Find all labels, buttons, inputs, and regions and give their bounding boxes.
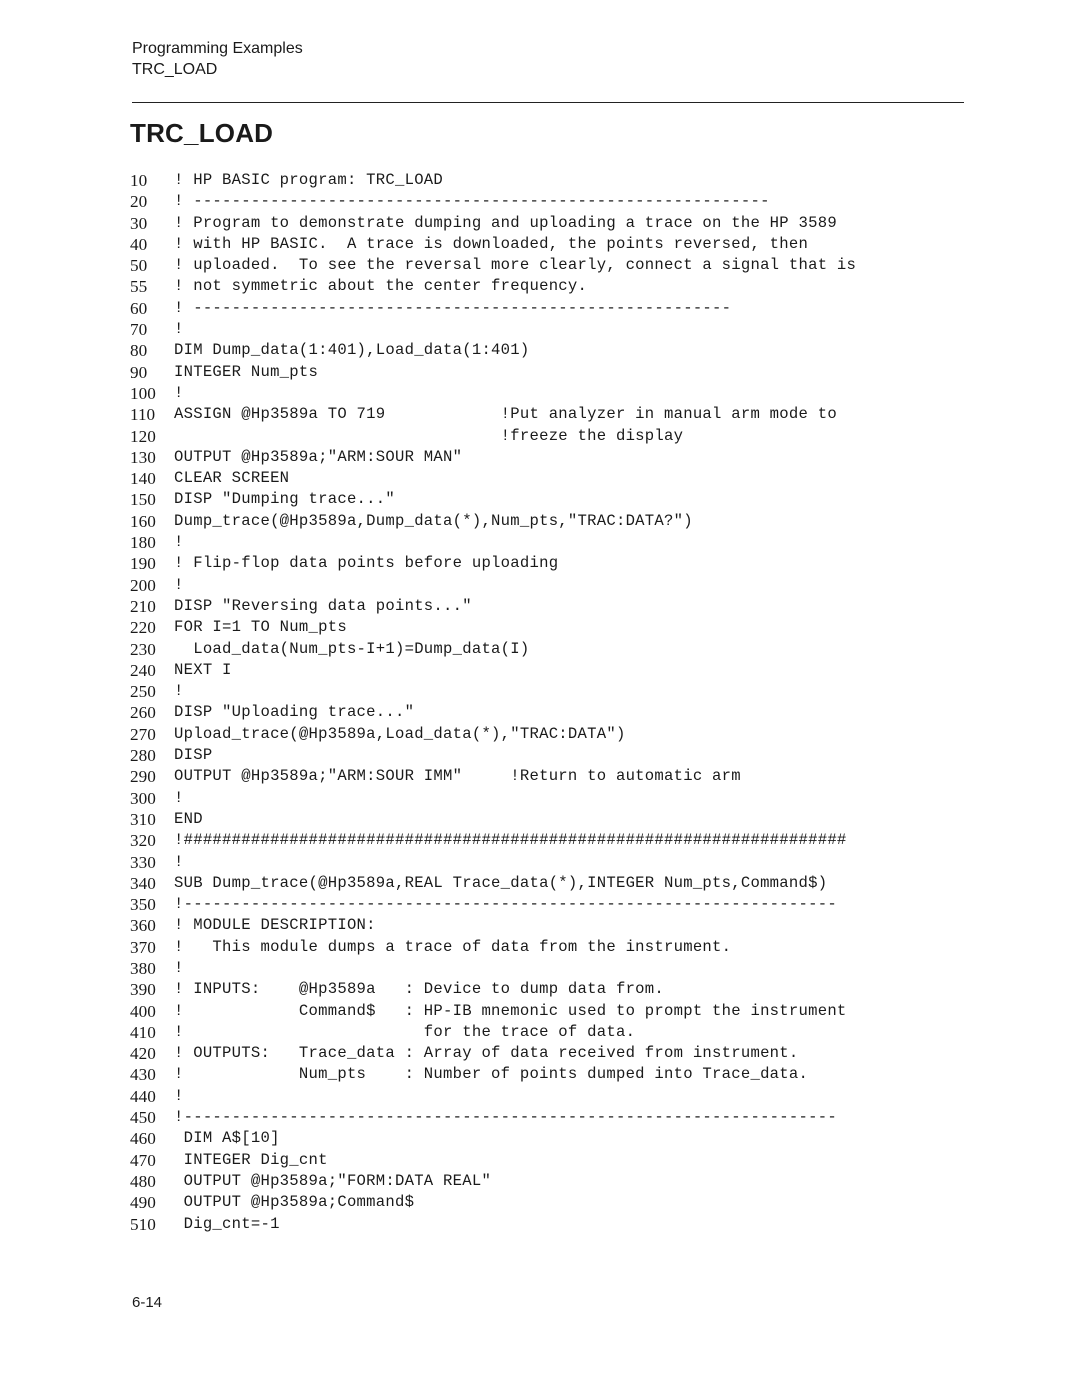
code-line: [130, 1192, 856, 1213]
line-number: 360: [130, 916, 156, 936]
line-number: 260: [130, 703, 156, 723]
code-line: [130, 617, 856, 638]
line-code: INTEGER Dig_cnt: [174, 1150, 328, 1169]
line-number: 330: [130, 852, 156, 872]
code-line: [130, 191, 856, 212]
line-code: !: [174, 852, 184, 871]
line-number: 490: [130, 1193, 156, 1213]
line-number: 50: [130, 256, 148, 276]
line-code: !: [174, 682, 184, 701]
code-line: [130, 1128, 856, 1149]
code-line: [130, 1064, 856, 1085]
line-number: 10: [130, 171, 148, 190]
line-code: !--------------------------------------------------------------------: [174, 895, 837, 914]
line-number: 430: [130, 1065, 156, 1085]
line-code: !: [174, 1086, 184, 1105]
line-number: 20: [130, 192, 148, 212]
line-code: DIM Dump_data(1:401),Load_data(1:401): [174, 341, 530, 360]
line-number: 380: [130, 958, 156, 978]
line-code: NEXT I: [174, 660, 232, 679]
line-code: DISP "Uploading trace...": [174, 703, 415, 722]
code-line: [130, 1086, 856, 1107]
line-code: DISP: [174, 746, 213, 765]
line-number: 55: [130, 277, 148, 297]
line-code: ! Command$ : HP-IB mnemonic used to prompt the instrument: [174, 1001, 847, 1020]
line-code: !: [174, 575, 184, 594]
code-line: [130, 915, 856, 936]
line-number: 460: [130, 1129, 156, 1149]
line-number: 290: [130, 767, 156, 787]
code-line: [130, 681, 856, 702]
line-code: OUTPUT @Hp3589a;"ARM:SOUR IMM" !Return to automatic arm: [174, 767, 741, 786]
code-line: [130, 255, 856, 276]
code-line: [130, 1107, 856, 1128]
line-code: Upload_trace(@Hp3589a,Load_data(*),"TRAC:DATA"): [174, 724, 626, 743]
line-number: 470: [130, 1150, 156, 1170]
header-section: Programming Examples: [132, 40, 303, 57]
code-line: [130, 404, 856, 425]
line-code: OUTPUT @Hp3589a;"ARM:SOUR MAN": [174, 447, 463, 466]
code-line: [130, 852, 856, 873]
line-number: 240: [130, 660, 156, 680]
code-line: [130, 724, 856, 745]
line-code: ! ------------------------------------------------------------: [174, 192, 770, 211]
code-line: [130, 511, 856, 532]
line-number: 30: [130, 213, 148, 233]
line-number: 40: [130, 234, 148, 254]
code-line: [130, 745, 856, 766]
code-line: [130, 1043, 856, 1064]
line-code: ! HP BASIC program: TRC_LOAD: [174, 171, 444, 189]
line-number: 340: [130, 873, 156, 893]
line-code: ! --------------------------------------------------------: [174, 298, 732, 317]
code-line: [130, 873, 856, 894]
line-code: !freeze the display: [174, 426, 684, 445]
code-line: [130, 937, 856, 958]
line-number: 100: [130, 383, 156, 403]
line-code: !: [174, 533, 184, 552]
line-code: ! for the trace of data.: [174, 1022, 636, 1041]
code-line: [130, 234, 856, 255]
line-code: ! with HP BASIC. A trace is downloaded, the points reversed, then: [174, 234, 809, 253]
line-number: 390: [130, 980, 156, 1000]
line-number: 370: [130, 937, 156, 957]
line-number: 300: [130, 788, 156, 808]
line-code: CLEAR SCREEN: [174, 469, 290, 488]
code-line: [130, 362, 856, 383]
code-line: [130, 340, 856, 361]
line-number: 230: [130, 639, 156, 659]
line-number: 280: [130, 746, 156, 766]
code-listing: [130, 170, 856, 1235]
code-line: [130, 319, 856, 340]
line-number: 150: [130, 490, 156, 510]
code-line: [130, 1001, 856, 1022]
line-code: DIM A$[10]: [174, 1129, 280, 1148]
code-line: [130, 958, 856, 979]
line-code: ! Flip-flop data points before uploading: [174, 554, 559, 573]
line-code: !: [174, 383, 184, 402]
code-line: [130, 979, 856, 1000]
code-line: [130, 447, 856, 468]
line-number: 80: [130, 341, 148, 361]
line-code: ! INPUTS: @Hp3589a : Device to dump data from.: [174, 980, 664, 999]
line-number: 270: [130, 724, 156, 744]
line-number: 220: [130, 618, 156, 638]
line-number: 510: [130, 1214, 156, 1234]
line-code: ! Program to demonstrate dumping and uploading a trace on the HP 3589: [174, 213, 837, 232]
line-number: 400: [130, 1001, 156, 1021]
code-line: [130, 553, 856, 574]
header-rule: [132, 102, 964, 103]
line-number: 130: [130, 447, 156, 467]
line-number: 410: [130, 1022, 156, 1042]
line-code: !--------------------------------------------------------------------: [174, 1108, 837, 1127]
line-number: 190: [130, 554, 156, 574]
line-number: 70: [130, 320, 148, 340]
line-number: 440: [130, 1086, 156, 1106]
line-code: Load_data(Num_pts-I+1)=Dump_data(I): [174, 639, 530, 658]
line-number: 350: [130, 895, 156, 915]
line-code: INTEGER Num_pts: [174, 362, 319, 381]
line-code: ! This module dumps a trace of data from the instrument.: [174, 937, 732, 956]
line-number: 210: [130, 596, 156, 616]
code-line: [130, 830, 856, 851]
line-code: ! OUTPUTS: Trace_data : Array of data received from instrument.: [174, 1044, 799, 1063]
code-line: [130, 426, 856, 447]
line-code: FOR I=1 TO Num_pts: [174, 618, 347, 637]
line-code: !: [174, 958, 184, 977]
line-code: ! MODULE DESCRIPTION:: [174, 916, 376, 935]
code-line: [130, 383, 856, 404]
line-number: 480: [130, 1171, 156, 1191]
line-number: 320: [130, 831, 156, 851]
line-number: 140: [130, 469, 156, 489]
code-line: [130, 1214, 856, 1235]
code-line: [130, 213, 856, 234]
line-code: DISP "Reversing data points...": [174, 596, 472, 615]
line-code: Dig_cnt=-1: [174, 1214, 280, 1233]
line-code: ! uploaded. To see the reversal more clearly, connect a signal that is: [174, 256, 857, 275]
header-subsection: TRC_LOAD: [132, 61, 218, 78]
code-line: [130, 489, 856, 510]
code-line: [130, 532, 856, 553]
code-line: [130, 702, 856, 723]
code-line: [130, 788, 856, 809]
line-number: 90: [130, 362, 148, 382]
line-number: 160: [130, 511, 156, 531]
line-code: DISP "Dumping trace...": [174, 490, 395, 509]
line-number: 200: [130, 575, 156, 595]
line-code: END: [174, 809, 203, 828]
line-code: !#####################################################################: [174, 831, 847, 850]
line-number: 310: [130, 809, 156, 829]
line-number: 120: [130, 426, 156, 446]
code-line: [130, 660, 856, 681]
code-line: [130, 894, 856, 915]
line-code: OUTPUT @Hp3589a;Command$: [174, 1193, 415, 1212]
line-code: ASSIGN @Hp3589a TO 719 !Put analyzer in manual arm mode to: [174, 405, 837, 424]
code-line: [130, 1022, 856, 1043]
line-number: 420: [130, 1044, 156, 1064]
code-line: [130, 298, 856, 319]
code-line: [130, 596, 856, 617]
line-code: ! Num_pts : Number of points dumped into Trace_data.: [174, 1065, 809, 1084]
code-line: [130, 468, 856, 489]
line-code: !: [174, 788, 184, 807]
page-title: TRC_LOAD: [130, 118, 274, 148]
code-line: [130, 575, 856, 596]
line-number: 180: [130, 533, 156, 553]
code-line: [130, 766, 856, 787]
code-line: [130, 276, 856, 297]
page-number: 6-14: [132, 1294, 163, 1311]
code-line: [130, 639, 856, 660]
line-code: SUB Dump_trace(@Hp3589a,REAL Trace_data(*),INTEGER Num_pts,Command$): [174, 873, 828, 892]
line-number: 60: [130, 298, 148, 318]
line-code: Dump_trace(@Hp3589a,Dump_data(*),Num_pts,"TRAC:DATA?"): [174, 511, 693, 530]
line-number: 450: [130, 1108, 156, 1128]
code-line: [130, 809, 856, 830]
line-code: OUTPUT @Hp3589a;"FORM:DATA REAL": [174, 1171, 492, 1190]
code-line: [130, 1171, 856, 1192]
line-code: !: [174, 320, 184, 339]
line-number: 250: [130, 682, 156, 702]
line-code: ! not symmetric about the center frequency.: [174, 277, 588, 296]
line-number: 110: [130, 405, 156, 425]
code-line: [130, 1150, 856, 1171]
running-header: [132, 38, 303, 80]
code-line: [130, 170, 856, 191]
